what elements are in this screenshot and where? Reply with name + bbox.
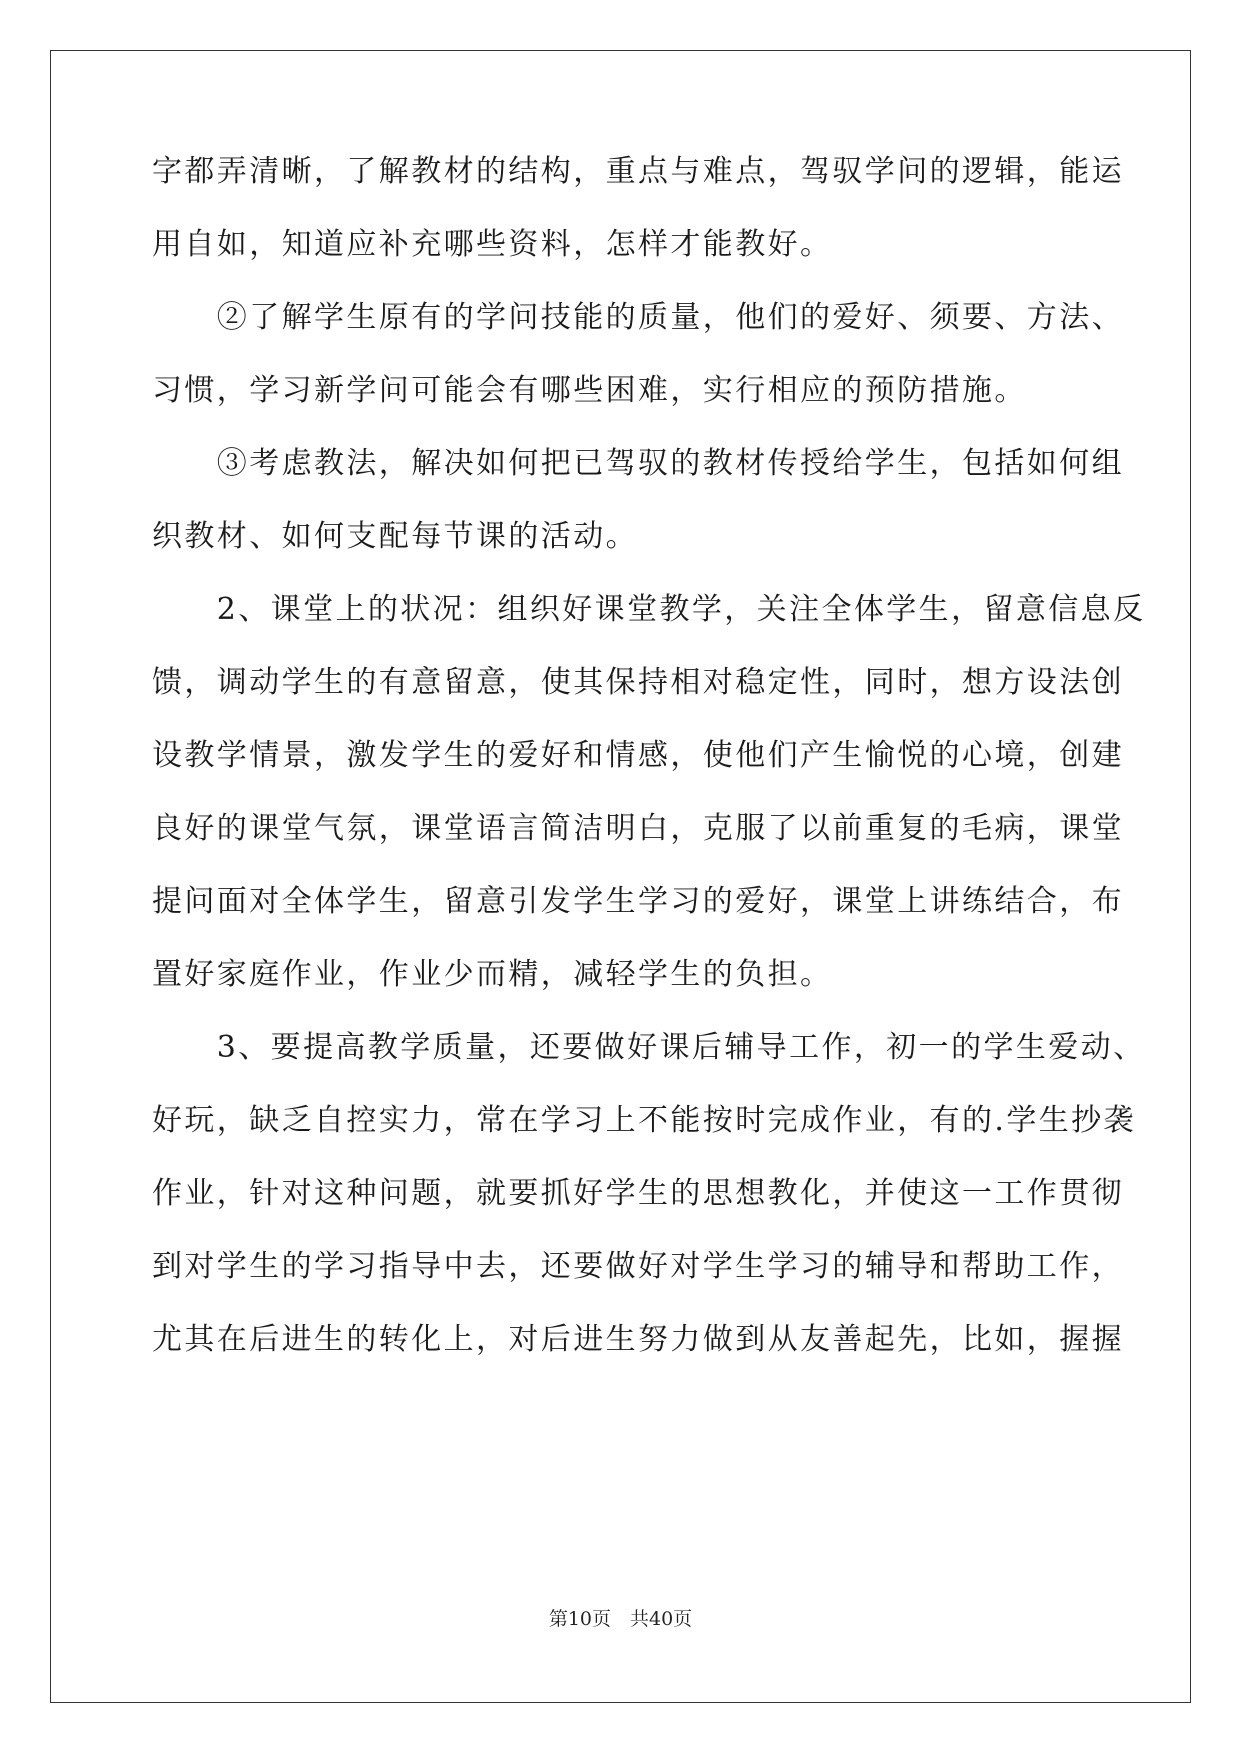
text-line: 好玩，缺乏自控实力，常在学习上不能按时完成作业，有的.学生抄袭	[152, 1103, 1136, 1138]
text-line: 置好家庭作业，作业少而精，减轻学生的负担。	[152, 957, 833, 992]
text-line: 2、课堂上的状况：组织好课堂教学，关注全体学生，留意信息反	[152, 592, 1146, 627]
text-line: 到对学生的学习指导中去，还要做好对学生学习的辅导和帮助工作，	[152, 1249, 1124, 1284]
text-line: 提问面对全体学生，留意引发学生学习的爱好，课堂上讲练结合，布	[152, 884, 1124, 919]
text-line: 馈，调动学生的有意留意，使其保持相对稳定性，同时，想方设法创	[152, 665, 1124, 700]
text-line: 字都弄清晰，了解教材的结构，重点与难点，驾驭学问的逻辑，能运	[152, 154, 1124, 189]
text-line: 织教材、如何支配每节课的活动。	[152, 519, 638, 554]
text-line: 3、要提高教学质量，还要做好课后辅导工作，初一的学生爱动、	[152, 1030, 1146, 1065]
text-line: 良好的课堂气氛，课堂语言简洁明白，克服了以前重复的毛病，课堂	[152, 811, 1124, 846]
page-number-footer: 第10页 共40页	[548, 1608, 693, 1630]
text-line: ②了解学生原有的学问技能的质量，他们的爱好、须要、方法、	[152, 300, 1124, 335]
text-line: 作业，针对这种问题，就要抓好学生的思想教化，并使这一工作贯彻	[152, 1176, 1124, 1211]
text-line: 习惯，学习新学问可能会有哪些困难，实行相应的预防措施。	[152, 373, 1027, 408]
text-line: 用自如，知道应补充哪些资料，怎样才能教好。	[152, 227, 833, 262]
text-line: 设教学情景，激发学生的爱好和情感，使他们产生愉悦的心境，创建	[152, 738, 1124, 773]
text-line: 尤其在后进生的转化上，对后进生努力做到从友善起先，比如，握握	[152, 1322, 1124, 1357]
text-line: ③考虑教法，解决如何把已驾驭的教材传授给学生，包括如何组	[152, 446, 1124, 481]
